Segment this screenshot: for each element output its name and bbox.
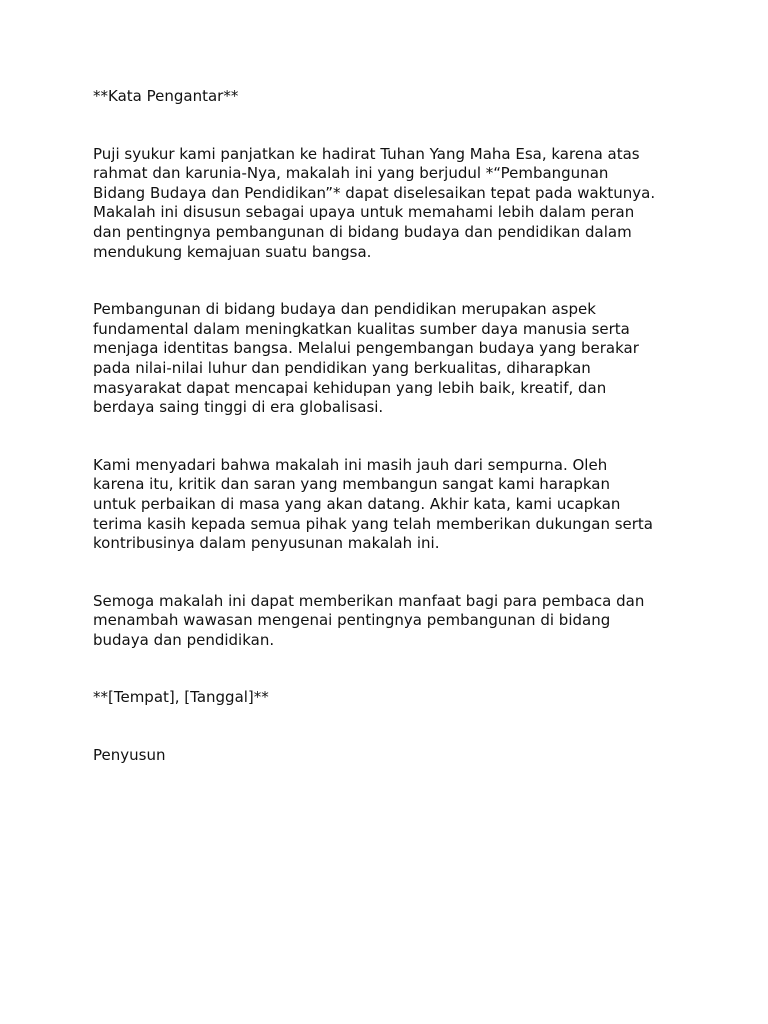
paragraph-acknowledgement: Kami menyadari bahwa makalah ini masih jauh dari sempurna. Oleh karena itu, kritik dan saran yang membangun sangat kami harapkan untuk perbaikan di masa yang akan datang. Akhir kata, kami ucapkan terima kasih kepada semua pihak yang telah memberikan dukungan serta kontribusinya dalam penyusunan makalah ini. (93, 455, 654, 553)
spacer (93, 708, 678, 746)
spacer (93, 418, 678, 456)
paragraph-intro: Puji syukur kami panjatkan ke hadirat Tuhan Yang Maha Esa, karena atas rahmat dan karunia-Nya, makalah ini yang berjudul *“Pembangunan Bidang Budaya dan Pendidikan”* dapat diselesaikan tepat pada waktunya. Makalah ini disusun sebagai upaya untuk memahami lebih dalam peran dan pentingnya pembangunan di bidang budaya dan pendidikan dalam mendukung kemajuan suatu bangsa. (93, 144, 656, 261)
signature: Penyusun (93, 746, 166, 765)
paragraph-closing: Semoga makalah ini dapat memberikan manfaat bagi para pembaca dan menambah wawasan mengenai pentingnya pembangunan di bidang budaya dan pendidikan. (93, 591, 645, 649)
spacer (93, 262, 678, 300)
place-date: **[Tempat], [Tanggal]** (93, 688, 269, 707)
spacer (93, 650, 678, 688)
document-heading: **Kata Pengantar** (93, 87, 239, 105)
paragraph-development: Pembangunan di bidang budaya dan pendidikan merupakan aspek fundamental dalam meningkatkan kualitas sumber daya manusia serta menjaga identitas bangsa. Melalui pengembangan budaya yang berakar pada nilai-nilai luhur dan pendidikan yang berkualitas, diharapkan masyarakat dapat mencapai kehidupan yang lebih baik, kreatif, dan berdaya saing tinggi di era globalisasi. (93, 300, 639, 417)
spacer (93, 554, 678, 592)
spacer (93, 107, 678, 145)
